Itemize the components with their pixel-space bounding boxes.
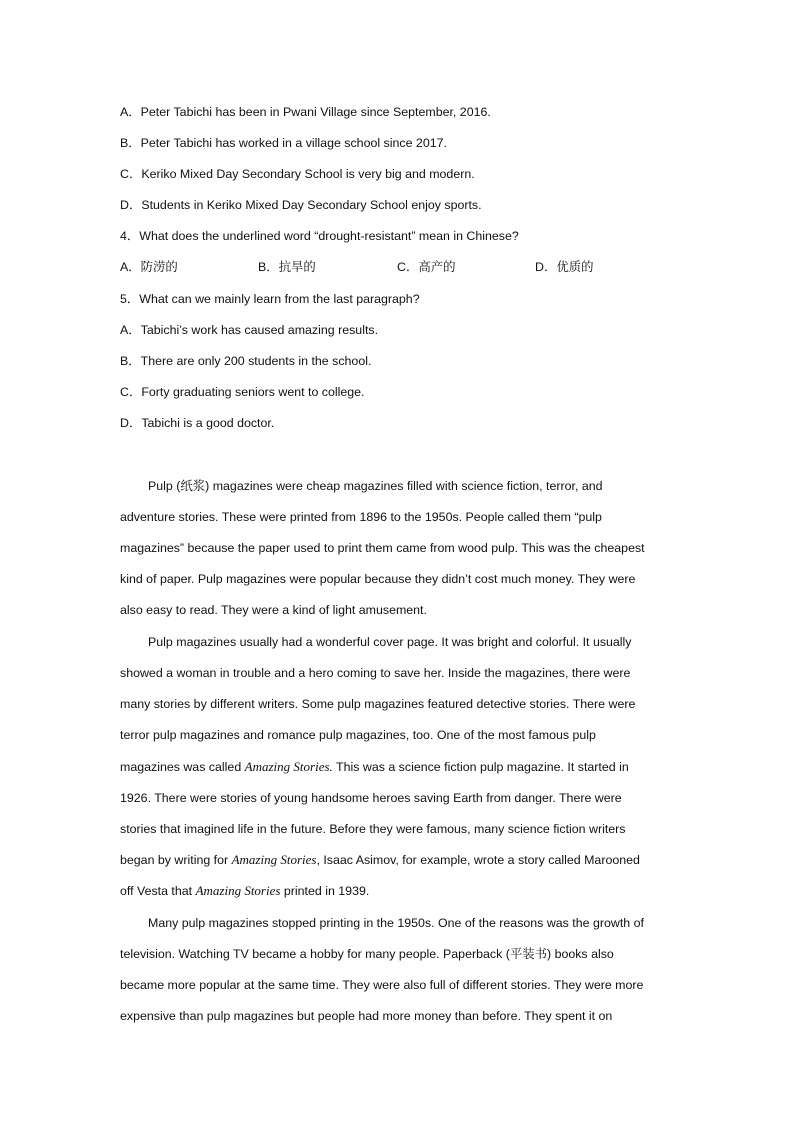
magazine-title: Amazing Stories — [231, 852, 317, 867]
q5-option-a: A．Tabichi’s work has caused amazing results. — [120, 323, 379, 337]
passage-p2-line: terror pulp magazines and romance pulp magazines, too. One of the most famous pulp — [120, 728, 596, 742]
passage-p1-line: magazines” because the paper used to print them came from wood pulp. This was the cheapest — [120, 541, 645, 555]
q4-options — [120, 259, 680, 275]
passage-p2-line: 1926. There were stories of young handsome heroes saving Earth from danger. There were — [120, 791, 622, 805]
text-segment: This was a science fiction pulp magazine. It started in — [332, 760, 629, 774]
q3-option-b: B．Peter Tabichi has worked in a village school since 2017. — [120, 136, 447, 150]
q3-option-d: D．Students in Keriko Mixed Day Secondary School enjoy sports. — [120, 198, 482, 212]
passage-p2-line: Pulp magazines usually had a wonderful cover page. It was bright and colorful. It usually — [148, 635, 632, 649]
passage-p2-line — [120, 852, 640, 868]
magazine-title: Amazing Stories. — [244, 759, 333, 774]
q5-stem: 5．What can we mainly learn from the last paragraph? — [120, 292, 420, 306]
q4-option-a: A．防涝的 — [120, 260, 178, 274]
passage-p1-line: also easy to read. They were a kind of light amusement. — [120, 603, 427, 617]
passage-p3-line: television. Watching TV became a hobby for many people. Paperback (平装书) books also — [120, 947, 614, 961]
q4-option-c: C．高产的 — [397, 260, 456, 274]
passage-p2-line: stories that imagined life in the future. Before they were famous, many science fiction writers — [120, 822, 626, 836]
text-segment: began by writing for — [120, 853, 232, 867]
passage-p2-line: showed a woman in trouble and a hero coming to save her. Inside the magazines, there were — [120, 666, 631, 680]
text-segment: magazines was called — [120, 760, 245, 774]
text-segment: printed in 1939. — [280, 884, 370, 898]
q4-option-d: D．优质的 — [535, 260, 594, 274]
passage-p3-line: expensive than pulp magazines but people had more money than before. They spent it on — [120, 1009, 613, 1023]
q4-stem: 4．What does the underlined word “drought-resistant” mean in Chinese? — [120, 229, 519, 243]
text-segment: off Vesta that — [120, 884, 196, 898]
passage-p1-line: kind of paper. Pulp magazines were popular because they didn’t cost much money. They were — [120, 572, 636, 586]
passage-p3-line: became more popular at the same time. They were also full of different stories. They were more — [120, 978, 644, 992]
q5-option-b: B．There are only 200 students in the school. — [120, 354, 372, 368]
q5-option-c: C．Forty graduating seniors went to college. — [120, 385, 365, 399]
q3-option-c: C．Keriko Mixed Day Secondary School is very big and modern. — [120, 167, 475, 181]
passage-p2-line: many stories by different writers. Some pulp magazines featured detective stories. There were — [120, 697, 636, 711]
passage-p1-line: adventure stories. These were printed from 1896 to the 1950s. People called them “pulp — [120, 510, 602, 524]
passage-p2-line — [120, 759, 629, 775]
magazine-title: Amazing Stories — [195, 883, 281, 898]
text-segment: , Isaac Asimov, for example, wrote a story called Marooned — [316, 853, 640, 867]
q3-option-a: A．Peter Tabichi has been in Pwani Village since September, 2016. — [120, 105, 491, 119]
passage-p3-line: Many pulp magazines stopped printing in the 1950s. One of the reasons was the growth of — [148, 916, 644, 930]
q4-option-b: B．抗旱的 — [258, 260, 316, 274]
passage-p1-line: Pulp (纸浆) magazines were cheap magazines filled with science fiction, terror, and — [148, 479, 603, 493]
passage-p2-line — [120, 883, 369, 899]
q5-option-d: D．Tabichi is a good doctor. — [120, 416, 275, 430]
